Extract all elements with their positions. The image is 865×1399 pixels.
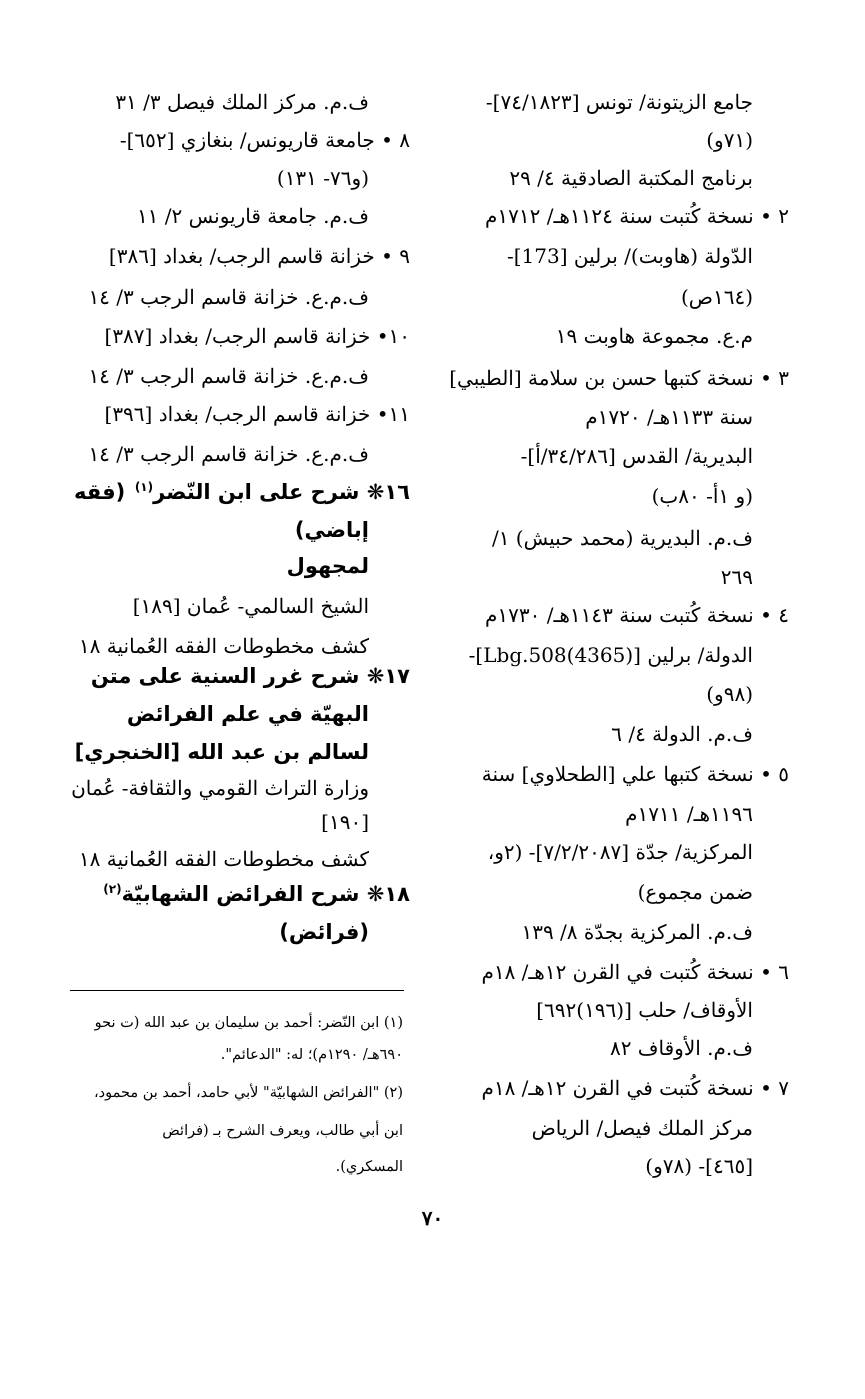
text-line: ف.م.ع. خزانة قاسم الرجب ٣/ ١٤ (88, 285, 369, 309)
text-line: (٧١و) (706, 128, 753, 152)
text-line: ف.م. المركزية بجدّة ٨/ ١٣٩ (521, 920, 753, 944)
text-line: [١٩٠] (321, 810, 369, 834)
footnote-ref: (١) (134, 480, 154, 494)
text-line: الدولة/ برلين [Lbg.508(4365)]- (468, 643, 753, 667)
text-line: (و ١أ- ٨٠ب) (651, 484, 753, 508)
footnote-line: (٢) "الفرائض الشهابيّة" لأبي حامد، أحمد بن محمود، (93, 1085, 403, 1101)
footnote-ref: (٢) (103, 882, 122, 896)
footnote-rule (70, 990, 404, 991)
text-line: (و٧٦- ١٣١) (276, 166, 369, 190)
entry-title (135, 478, 410, 506)
list-item-heading: ٤ • نسخة كُتبت سنة ١١٤٣هـ/ ١٧٣٠م (485, 603, 789, 627)
list-item-heading: ١١• خزانة قاسم الرجب/ بغداد [٣٩٦] (104, 402, 410, 426)
text-line: الشيخ السالمي- عُمان [١٨٩] (132, 594, 369, 618)
list-item-heading: ٦ • نسخة كُتبت في القرن ١٢هـ/ ١٨م (481, 960, 789, 984)
footnote-line: ابن أبي طالب، ويعرف الشرح بـ (فرائض (162, 1123, 403, 1139)
entry-subject: إباضي) (294, 518, 369, 542)
entry-title: ١٧❋ شرح غرر السنية على متن (90, 664, 410, 688)
page-number: ٧٠ (421, 1206, 444, 1230)
text-line: ف.م. البديرية (محمد حبيش) ١/ (491, 526, 753, 550)
text-line: (١٦٤ص) (680, 285, 753, 309)
footnote-line: المسكري). (335, 1159, 403, 1175)
list-item-heading: ١٠• خزانة قاسم الرجب/ بغداد [٣٨٧] (104, 324, 410, 348)
text-line: مركز الملك فيصل/ الرياض (531, 1116, 753, 1140)
text-line: ف.م.ع. خزانة قاسم الرجب ٣/ ١٤ (88, 442, 369, 466)
entry-subject: (فقه (74, 480, 126, 504)
footnote-line: ٦٩٠هـ/ ١٢٩٠م)؛ له: "الدعائم". (220, 1047, 403, 1063)
text-line: برنامج المكتبة الصادقية ٤/ ٢٩ (509, 166, 753, 190)
text-line: ٢٦٩ (720, 565, 753, 589)
text-line: ف.م. مركز الملك فيصل ٣/ ٣١ (115, 90, 369, 114)
text-line: ١١٩٦هـ/ ١٧١١م (625, 802, 753, 826)
footnote-line: (١) ابن النّضر: أحمد بن سليمان بن عبد الله (ت نحو (94, 1015, 403, 1031)
text-line: م.ع. مجموعة هاوبت ١٩ (555, 324, 753, 348)
entry-title-text: ١٦❋ شرح على ابن النّضر (153, 480, 410, 504)
text-line: ف.م. الأوقاف ٨٢ (609, 1036, 753, 1060)
entry-title (103, 880, 410, 908)
entry-title-text: ١٨❋ شرح الفرائض الشهابيّة (121, 882, 410, 906)
list-item-heading: ٩ • خزانة قاسم الرجب/ بغداد [٣٨٦] (108, 244, 410, 268)
text-line: الدّولة (هاوبت)/ برلين [173]- (506, 244, 753, 268)
entry-title: البهيّة في علم الفرائض (126, 702, 369, 726)
entry-author: لمجهول (286, 554, 369, 578)
text-line: الأوقاف/ حلب [(١٩٦)٦٩٢] (536, 998, 753, 1022)
text-line: المركزية/ جدّة [٧/٢/٢٠٨٧]- (٢و، (487, 840, 753, 864)
entry-author: لسالم بن عبد الله [الخنجري] (74, 740, 369, 764)
text-line: سنة ١١٣٣هـ/ ١٧٢٠م (585, 405, 753, 429)
list-item-heading: ٨ • جامعة قاريونس/ بنغازي [٦٥٢]- (119, 128, 410, 152)
list-item-heading: ٥ • نسخة كتبها علي [الطحلاوي] سنة (481, 762, 789, 786)
entry-subject: (فرائض) (279, 920, 369, 944)
text-line: ف.م. جامعة قاريونس ٢/ ١١ (136, 204, 369, 228)
list-item-heading: ٢ • نسخة كُتبت سنة ١١٢٤هـ/ ١٧١٢م (485, 204, 789, 228)
text-line: وزارة التراث القومي والثقافة- عُمان (71, 776, 369, 800)
text-line: [٤٦٥]- (٧٨و) (645, 1154, 753, 1178)
text-line: ف.م.ع. خزانة قاسم الرجب ٣/ ١٤ (88, 364, 369, 388)
list-item-heading: ٣ • نسخة كتبها حسن بن سلامة [الطيبي] (449, 366, 789, 390)
text-line: كشف مخطوطات الفقه العُمانية ١٨ (78, 847, 369, 871)
text-line: ف.م. الدولة ٤/ ٦ (611, 722, 753, 746)
text-line: ضمن مجموع) (637, 880, 753, 904)
text-line: (٩٨و) (706, 682, 753, 706)
text-line: كشف مخطوطات الفقه العُمانية ١٨ (78, 634, 369, 658)
text-line: جامع الزيتونة/ تونس [٧٤/١٨٢٣]- (485, 90, 753, 114)
text-line: البديرية/ القدس [٣٤/٢٨٦/أ]- (520, 444, 753, 468)
list-item-heading: ٧ • نسخة كُتبت في القرن ١٢هـ/ ١٨م (481, 1076, 789, 1100)
